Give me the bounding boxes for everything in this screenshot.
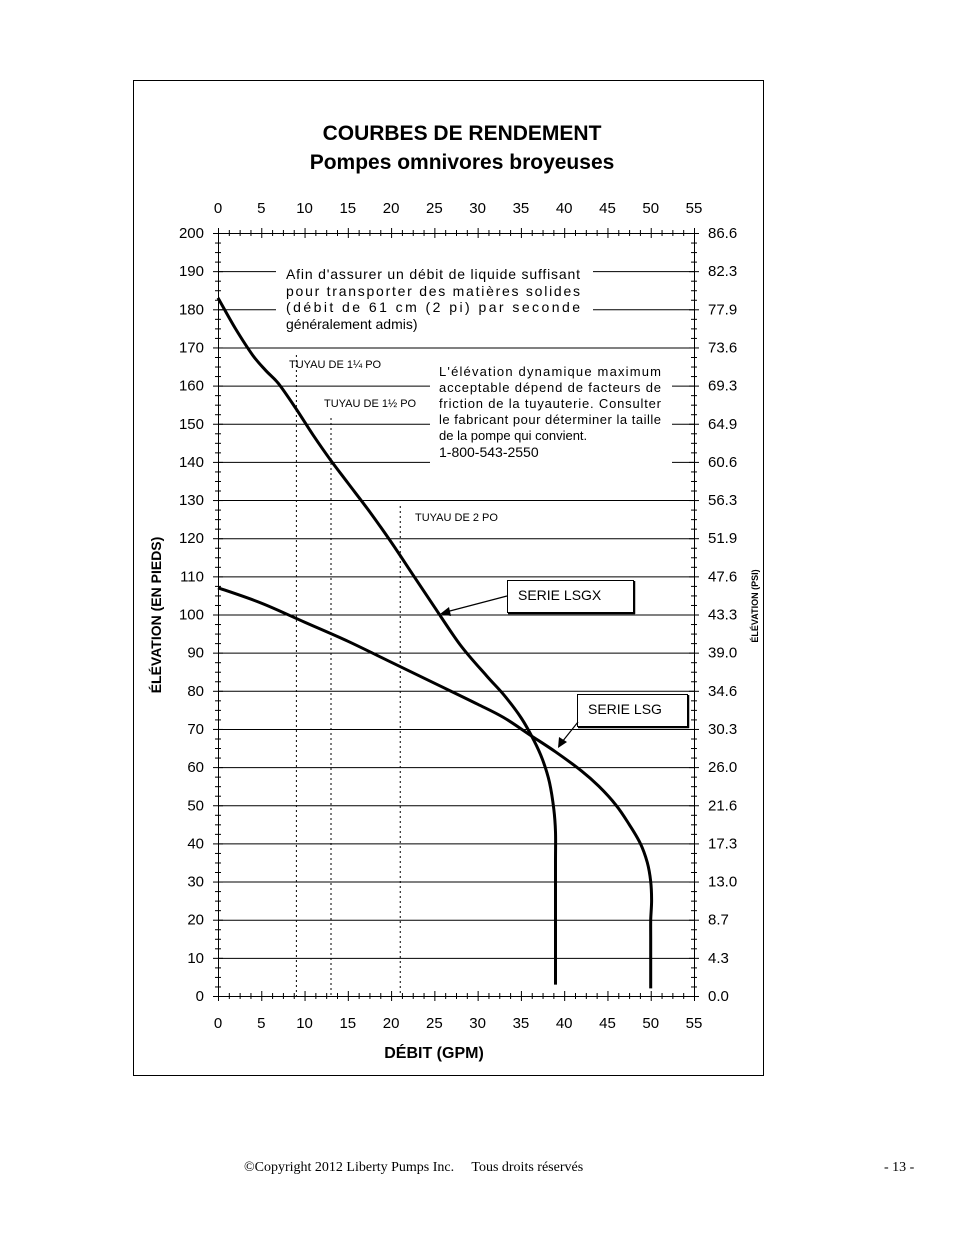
copyright-footer: ©Copyright 2012 Liberty Pumps Inc. Tous droits réservés	[244, 1160, 584, 1175]
y-tick-label-left: 30	[187, 873, 204, 891]
y2-tick-label-right: 17.3	[708, 835, 738, 853]
y-tick-label-left: 200	[178, 225, 204, 242]
y-tick-label-left: 160	[178, 377, 204, 395]
x-tick-label-bottom: 30	[469, 1015, 486, 1032]
page-number: - 13 -	[884, 1160, 915, 1175]
y-tick-label-left: 10	[187, 949, 204, 967]
note1-line2: pour transporter des matières solides	[286, 283, 580, 299]
pipe-marker-label-1: TUYAU DE 1½ PO	[324, 398, 417, 410]
y2-tick-label-right: 0.0	[708, 988, 729, 1005]
x-tick-label-bottom: 45	[599, 1015, 616, 1032]
lsg-label: SERIE LSG	[588, 701, 662, 717]
y-axis-label: ÉLÉVATION (EN PIEDS)	[148, 536, 164, 694]
y2-tick-label-right: 21.6	[708, 797, 738, 815]
lsg-arrow	[562, 722, 578, 742]
chart-frame	[134, 81, 764, 1076]
note2-line4: le fabricant pour déterminer la taille	[439, 412, 661, 427]
y-tick-label-left: 40	[187, 835, 204, 853]
lsgx-arrow	[446, 596, 507, 612]
y2-tick-label-right: 30.3	[708, 720, 738, 738]
note2-line2: acceptable dépend de facteurs de	[439, 380, 661, 395]
note1-line4: généralement admis)	[286, 316, 418, 332]
y-tick-label-left: 180	[178, 301, 204, 319]
lsg-arrowhead	[558, 737, 567, 748]
y2-tick-label-right: 60.6	[708, 453, 738, 471]
y2-tick-label-right: 86.6	[708, 225, 738, 242]
chart-title: COURBES DE RENDEMENT	[322, 122, 602, 145]
note1-line3: (débit de 61 cm (2 pi) par seconde	[286, 299, 580, 315]
x-tick-label-bottom: 15	[339, 1015, 357, 1032]
x-tick-label-bottom: 40	[555, 1015, 573, 1032]
x-tick-label-bottom: 0	[213, 1015, 223, 1032]
note2-line1: L'élévation dynamique maximum	[439, 364, 661, 379]
y2-tick-label-right: 43.3	[708, 606, 738, 624]
x-tick-label-bottom: 50	[642, 1015, 660, 1032]
y2-tick-label-right: 73.6	[708, 339, 738, 357]
chart-subtitle: Pompes omnivores broyeuses	[309, 151, 615, 174]
y2-tick-label-right: 47.6	[708, 568, 738, 586]
x-tick-label-bottom: 35	[512, 1015, 530, 1032]
x-tick-label-top: 25	[426, 200, 443, 217]
x-tick-label-top: 0	[213, 200, 223, 217]
y2-tick-label-right: 34.6	[708, 682, 738, 700]
y-tick-label-left: 70	[187, 720, 204, 738]
y-tick-label-left: 110	[180, 568, 204, 586]
x-tick-label-top: 10	[296, 200, 313, 217]
y2-axis-label: ÉLÉVATION (PSI)	[750, 569, 760, 643]
y-tick-label-left: 190	[178, 263, 204, 281]
y2-tick-label-right: 82.3	[708, 263, 738, 281]
pipe-marker-label-2: TUYAU DE 2 PO	[415, 512, 498, 524]
x-tick-label-top: 40	[555, 200, 573, 217]
x-tick-label-bottom: 25	[426, 1015, 443, 1032]
note2-line3: friction de la tuyauterie. Consulter	[439, 396, 661, 411]
x-tick-label-top: 20	[382, 200, 400, 217]
x-tick-label-bottom: 5	[257, 1015, 266, 1032]
x-tick-label-top: 15	[339, 200, 357, 217]
x-tick-label-top: 5	[257, 200, 266, 217]
series-line-lsg	[218, 588, 652, 989]
y2-tick-label-right: 77.9	[708, 301, 738, 319]
y2-tick-label-right: 51.9	[708, 530, 738, 548]
y-tick-label-left: 150	[178, 415, 204, 433]
lsgx-label: SERIE LSGX	[518, 587, 602, 603]
note2-line5: de la pompe qui convient.	[439, 428, 588, 443]
note1-line1: Afin d'assurer un débit de liquide suffisant	[286, 266, 580, 282]
y-tick-label-left: 100	[178, 606, 204, 624]
x-tick-label-top: 30	[469, 200, 486, 217]
y-tick-label-left: 120	[178, 530, 204, 548]
y2-tick-label-right: 26.0	[708, 759, 738, 777]
y-tick-label-left: 140	[178, 453, 204, 471]
y-tick-label-left: 90	[187, 644, 204, 662]
y2-tick-label-right: 4.3	[708, 949, 729, 967]
y2-tick-label-right: 8.7	[708, 911, 729, 929]
y-tick-label-left: 0	[195, 988, 204, 1005]
x-tick-label-bottom: 55	[685, 1015, 703, 1032]
y2-tick-label-right: 64.9	[708, 415, 738, 433]
x-tick-label-top: 35	[512, 200, 530, 217]
y2-tick-label-right: 69.3	[708, 377, 738, 395]
y-tick-label-left: 60	[187, 759, 204, 777]
y-tick-label-left: 20	[187, 911, 204, 929]
y2-tick-label-right: 56.3	[708, 492, 738, 510]
x-tick-label-top: 50	[642, 200, 660, 217]
x-tick-label-bottom: 20	[382, 1015, 400, 1032]
x-tick-label-top: 45	[599, 200, 616, 217]
y2-tick-label-right: 13.0	[708, 873, 738, 891]
x-axis-label: DÉBIT (GPM)	[384, 1045, 484, 1062]
y-tick-label-left: 130	[178, 492, 204, 510]
x-tick-label-top: 55	[685, 200, 703, 217]
note2-phone: 1-800-543-2550	[439, 444, 539, 460]
pipe-marker-label-0: TUYAU DE 1¼ PO	[289, 359, 382, 371]
y-tick-label-left: 80	[187, 682, 204, 700]
y2-tick-label-right: 39.0	[708, 644, 738, 662]
y-tick-label-left: 170	[178, 339, 204, 357]
y-tick-label-left: 50	[187, 797, 204, 815]
x-tick-label-bottom: 10	[296, 1015, 313, 1032]
